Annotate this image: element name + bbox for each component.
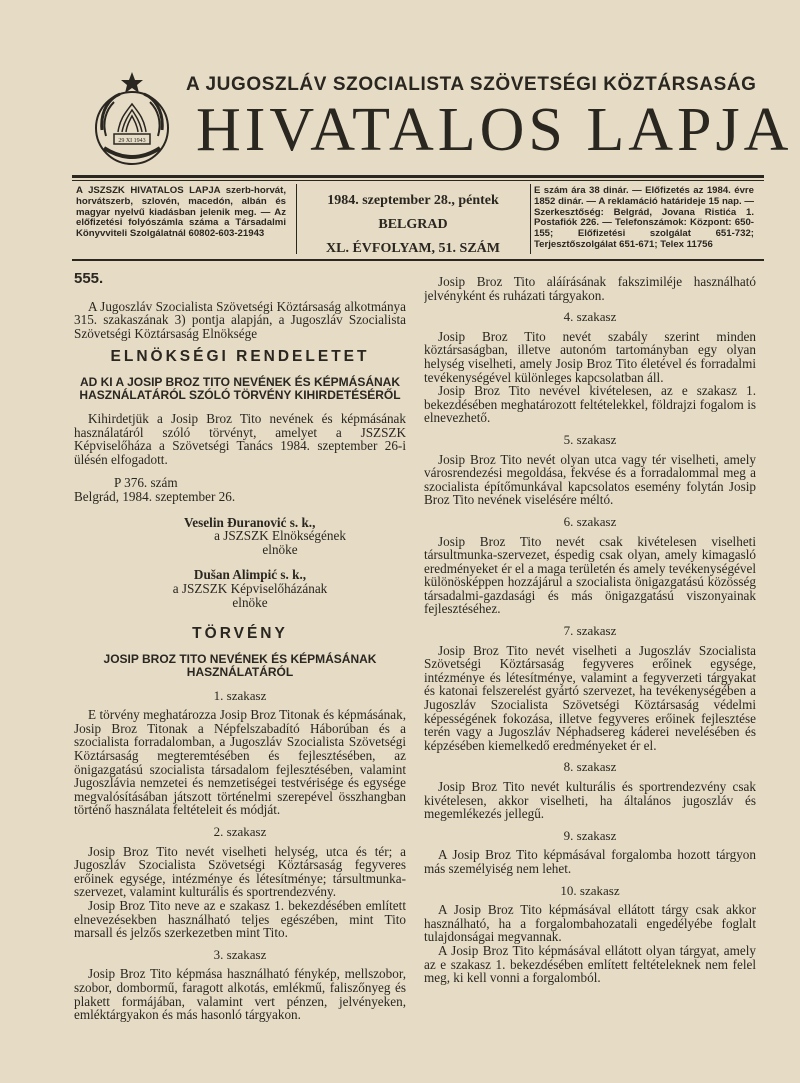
signatory-role: a JSZSZK Képviselőházának	[172, 580, 328, 596]
section-text: Josip Broz Tito nevét olyan utca vagy tér viselheti, amely városrendezési megoldása, fekvése és a forradalommal meg a szocialista építőmunkával kapcsolatos esemény folytán Josip Broz Tito nevének viselésére méltó.	[424, 451, 756, 508]
issue-volume: XL. ÉVFOLYAM, 51. SZÁM	[326, 241, 500, 256]
masthead-rule-thin	[72, 180, 764, 181]
divider	[296, 184, 297, 254]
section-title: 8. szakasz	[563, 759, 617, 775]
section-text: A Josip Broz Tito képmásával ellátott tárgy csak akkor használható, ha a forgalombahozatali engedélyébe foglalt tulajdonságai megvannak.	[424, 902, 756, 945]
section-title: 1. szakasz	[213, 687, 267, 703]
section-title: 5. szakasz	[563, 431, 617, 447]
reference-number: P 376. szám	[114, 475, 178, 491]
section-text: Josip Broz Tito képmása használható fénykép, mellszobor, szobor, dombormű, faragott alkotás, emlékmű, faliszőnyeg és plakett formájában, valamint vert pénzen, jelvényeken, emléktárgyakon és más hasonló tárgyakon.	[74, 966, 406, 1023]
signatory-name: Veselin Đuranović s. k.,	[184, 514, 316, 530]
divider	[530, 184, 531, 254]
section-text: A Josip Broz Tito képmásával forgalomba hozott tárgyon más személyiség nem lehet.	[424, 847, 756, 876]
decree-heading: ELNÖKSÉGI RENDELETET	[110, 348, 370, 366]
section-text: Josip Broz Tito nevét szabály szerint minden köztársaságban, illetve autonóm tartományban egy olyan helység viselheti, amely Josip Broz Tito életével és forradalmi tevékenységével különleges kapcsolatban áll.	[424, 328, 756, 385]
signatory-role: elnöke	[262, 541, 298, 557]
signatory-role: a JSZSZK Elnökségének	[214, 528, 346, 544]
intro-paragraph: A Jugoszláv Szocialista Szövetségi Köztársaság alkotmánya 315. szakaszának 3) pontja alapján, a Jugoszláv Szocialista Szövetségi Köztársaság Elnöksége	[74, 298, 406, 341]
section-title: 10. szakasz	[560, 882, 620, 898]
issue-date: 1984. szeptember 28., péntek	[327, 193, 499, 208]
law-heading: TÖRVÉNY	[192, 625, 288, 643]
decree-subheading: AD KI A JOSIP BROZ TITO NEVÉNEK ÉS KÉPMÁSÁNAK HASZNÁLATÁRÓL SZÓLÓ TÖRVÉNY KIHIRDETÉSÉRŐL	[79, 374, 401, 402]
section-text: Josip Broz Tito neve az e szakasz 1. bekezdésében említett elnevezésekben használható teljes egészében, mint Tito marsall és jelzős szerkezetben mint Tito.	[74, 898, 406, 941]
state-emblem-icon	[90, 70, 174, 168]
promulgation-paragraph: Kihirdetjük a Josip Broz Tito nevének és képmásának használatáról szóló törvényt, amelyet a JSZSZK Képviselőháza a Szövetségi Tanács 1984. szeptember 26-i ülésén elfogadott.	[74, 410, 406, 467]
republic-name: A JUGOSZLÁV SZOCIALISTA SZÖVETSÉGI KÖZTÁRSASÁG	[186, 74, 757, 95]
left-column	[74, 272, 406, 1072]
emblem-year: 29 XI 1943	[118, 138, 146, 144]
document-number: 555.	[74, 272, 104, 287]
section-text: Josip Broz Tito nevével kivételesen, az e szakasz 1. bekezdésében meghatározott feltételekkel, földrajzi fogalom is elnevezhető.	[424, 383, 756, 426]
section-text: Josip Broz Tito nevét viselheti helység, utca és tér; a Jugoszláv Szocialista Szövetségi Köztársaság fegyveres erőinek egysége, intézménye és létesítménye; társultmunka-szervezet, valamint kulturális és sportrendezvény.	[74, 843, 406, 900]
section-title: 4. szakasz	[563, 309, 617, 325]
publication-info: A JSZSZK HIVATALOS LAPJA szerb-horvát, horvátszerb, szlovén, macedón, albán és magyar nyelvű kiadásban jelenik meg. — Az előfizetési folyószámla száma a Társadalmi Könyvviteli Szolgálatnál 60802-603-21943	[76, 185, 286, 240]
section-text: Josip Broz Tito nevét csak kivételesen viselheti társultmunka-szervezet, éspedig csak olyan, amely kimagasló eredményeket ér el a maga területén és amely tevékenységével különösképpen hozzájárul a szocialista önigazgatású közösség társadalmi-gazdasági és más önigazgatású viszonyainak fejlesztéséhez.	[424, 533, 756, 617]
section-title: 7. szakasz	[563, 623, 617, 639]
right-column	[424, 275, 756, 1075]
section-title: 2. szakasz	[213, 824, 267, 840]
section-title: 6. szakasz	[563, 513, 617, 529]
issue-city: BELGRAD	[378, 217, 448, 232]
section-text: Josip Broz Tito nevét viselheti a Jugoszláv Szocialista Szövetségi Köztársaság fegyveres erőinek egysége, intézménye és létesítménye, valamint a fegyverzeti tárgyakat és katonai felszerelést gyártó szervezet, ha tevékenységében a Jugoszláv Szocialista Szövetségi Köztársaság védelmi képességének fokozása, illetve fegyveres erőinek fejlesztése terén vagy a Jugoszláv Néphadsereg káderei nevelésében és képzésében kiemelkedő eredményeket ér el.	[424, 642, 756, 753]
reference-place-date: Belgrád, 1984. szeptember 26.	[74, 488, 236, 504]
page-title: HIVATALOS LAPJA	[196, 96, 793, 164]
masthead-rule	[72, 175, 764, 178]
section-text: A Josip Broz Tito képmásával ellátott olyan tárgyat, amely az e szakasz 1. bekezdésében említett feltételeknek nem felel meg, ki kell vonni a forgalomból.	[424, 942, 756, 986]
header-bottom-rule	[72, 259, 764, 261]
section-text: Josip Broz Tito nevét kulturális és sportrendezvény csak kivételesen, akkor viselheti, ha általános jugoszláv és megemlékezés jellegű.	[424, 779, 756, 822]
subscription-info: E szám ára 38 dinár. — Előfizetés az 1984. évre 1852 dinár. — A reklamáció határideje 15 nap. — Szerkesztőség: Belgrád, Jovana Ristića 1. Postafiók 226. — Telefonszámok: Központ: 650-155; Előfizetési szolgálat 651-732; Terjesztőszolgálat 651-671; Telex 11756	[534, 185, 754, 250]
signatory-role: elnöke	[232, 594, 268, 610]
signatory-name: Dušan Alimpić s. k.,	[193, 567, 307, 583]
section-title: 3. szakasz	[213, 946, 267, 962]
section-text: E törvény meghatározza Josip Broz Titonak és képmásának, Josip Broz Titonak a Népfelszabadító Háborúban és a szocialista forradalomban, a Jugoszláv Szocialista Szövetségi Köztársaság megteremtésében és fejlesztésében, az önigazgatású szocialista társadalom fejlesztésében, valamint Jugoszlávia nemzetei és nemzetiségei testvérisége és egysége megvalósításában játszott történelmi szerepével összhangban történő használata feltételeit és módját.	[74, 707, 406, 818]
law-subheading: JOSIP BROZ TITO NEVÉNEK ÉS KÉPMÁSÁNAK HASZNÁLATÁRÓL	[103, 651, 377, 679]
section-title: 9. szakasz	[563, 827, 617, 843]
issue-info	[300, 189, 526, 261]
section-text: Josip Broz Tito aláírásának fakszimiléje használható jelvényként és ruházati tárgyakon.	[424, 275, 756, 303]
